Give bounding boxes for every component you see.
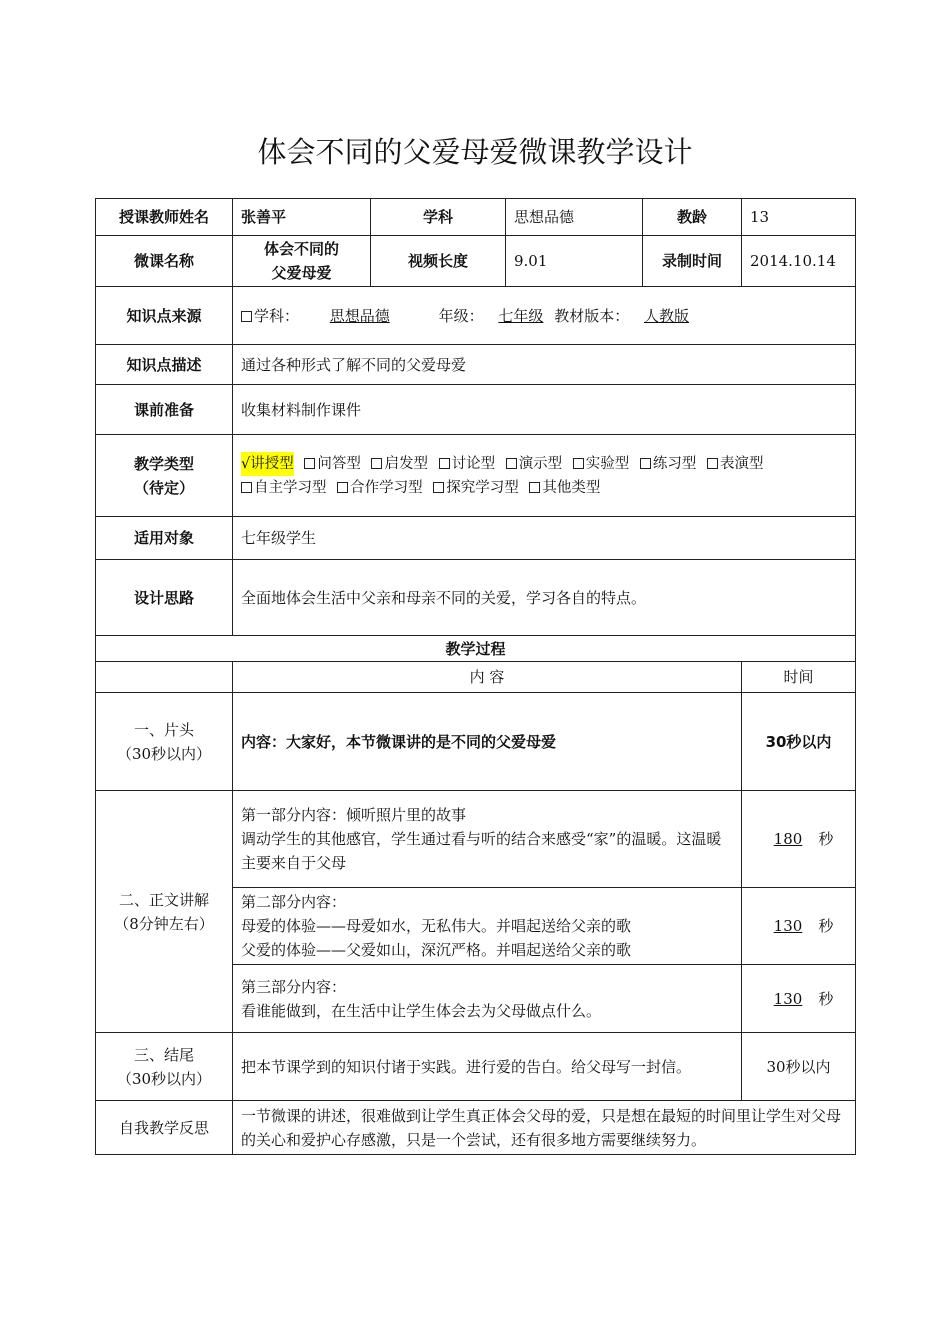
reflection-label: 自我教学反思 [96,1101,233,1155]
teaching-type-option [439,452,496,476]
teaching-type-option-label: 讨论型 [451,455,496,472]
checkbox-icon [707,458,718,469]
main-part-2-time-unit: 秒 [818,917,834,935]
teaching-type-label-main: 教学类型 [133,454,194,473]
source-value [233,287,856,345]
source-edition-prefix: 教材版本： [554,306,630,325]
main-part-2-line: 第二部分内容： [241,893,347,911]
row-teacher [96,199,856,236]
main-title: 二、正文讲解 [118,890,209,909]
teaching-type-option [433,476,519,500]
source-grade-prefix: 年级： [438,306,484,325]
checkbox-icon [439,458,450,469]
ending-time: 30秒以内 [742,1033,856,1101]
main-name [96,791,233,1033]
checkbox-icon [506,458,517,469]
row-process-columns [96,662,856,693]
ending-title: 三、结尾 [133,1045,194,1064]
preparation-label: 课前准备 [96,385,233,435]
row-audience [96,517,856,560]
checkbox-icon [640,458,651,469]
page-title: 体会不同的父爱母爱微课教学设计 [257,135,693,169]
teaching-type-option [371,452,428,476]
source-grade-value: 七年级 [498,306,544,325]
record-label: 录制时间 [643,236,742,287]
reflection-value: 一节微课的讲述，很难做到让学生真正体会父母的爱，只是想在最短的时间里让学生对父母的关心和爱护心存感激，只是一个尝试，还有很多地方需要继续努力。 [233,1101,856,1155]
main-part-3-time-unit: 秒 [818,989,834,1008]
opening-title: 一、片头 [133,720,194,739]
row-opening [96,693,856,791]
opening-content: 内容：大家好，本节微课讲的是不同的父爱母爱 [233,693,742,791]
teaching-type-option [640,452,697,476]
row-main-part-1 [96,791,856,888]
opening-time: 30秒以内 [742,693,856,791]
length-label: 视频长度 [371,236,506,287]
checkbox-icon [433,482,444,493]
ending-name [96,1033,233,1101]
teaching-type-option-label: 表演型 [720,455,764,472]
row-teaching-type [96,435,856,517]
lesson-design-table [95,198,856,1155]
subject-label: 学科 [371,199,506,236]
checkbox-icon [529,482,540,493]
row-reflection [96,1101,856,1155]
main-part-1-line: 第一部分内容：倾听照片里的故事 [241,806,467,824]
ending-content: 把本节课学到的知识付诸于实践。进行爱的告白。给父母写一封信。 [233,1033,742,1101]
length-value: 9.01 [506,236,643,287]
main-part-3-line: 第三部分内容： [241,977,347,996]
main-part-3-time-value: 130 [773,989,803,1008]
main-part-2-line: 父爱的体验——父爱如山，深沉严格。并唱起送给父亲的歌 [241,941,632,959]
main-part-2-time [742,888,856,965]
process-col-time: 时间 [742,662,856,693]
teaching-type-option-label: 其他类型 [542,479,601,496]
main-part-2-content [233,888,742,965]
teacher-label: 授课教师姓名 [96,199,233,236]
audience-label: 适用对象 [96,517,233,560]
course-label: 微课名称 [96,236,233,287]
main-part-1-time [742,791,856,888]
main-part-1-time-value: 180 [773,830,803,848]
description-label: 知识点描述 [96,345,233,385]
teaching-type-option [529,476,600,500]
main-part-3-content [233,965,742,1033]
subject-value: 思想品德 [506,199,643,236]
teaching-type-option [707,452,764,476]
checkbox-icon [337,482,348,493]
row-process-header [96,636,856,662]
teaching-type-option-label: 演示型 [518,455,563,472]
teaching-type-option-label: 探究学习型 [446,479,519,496]
design-label: 设计思路 [96,560,233,636]
teaching-type-option [241,476,327,500]
record-value: 2014.10.14 [742,236,856,287]
main-part-3-line: 看谁能做到，在生活中让学生体会去为父母做点什么。 [241,1001,602,1020]
source-label: 知识点来源 [96,287,233,345]
audience-value: 七年级学生 [233,517,856,560]
checkbox-icon [304,458,315,469]
years-value: 13 [742,199,856,236]
teaching-type-option [304,452,361,476]
main-part-2-line: 母爱的体验——母爱如水，无私伟大。并唱起送给父亲的歌 [241,917,632,935]
main-part-1-time-unit: 秒 [818,830,834,848]
teaching-type-option-label: 实验型 [585,455,630,472]
teaching-type-option-label: 问答型 [317,455,361,472]
design-value: 全面地体会生活中父亲和母亲不同的关爱，学习各自的特点。 [233,560,856,636]
process-col-blank [96,662,233,693]
opening-name [96,693,233,791]
teaching-type-option-label: 练习型 [652,455,697,472]
teacher-value: 张善平 [233,199,371,236]
checkbox-icon [573,458,584,469]
source-edition-value: 人教版 [643,306,689,325]
main-part-2-time-value: 130 [773,917,803,935]
main-part-1-content [233,791,742,888]
row-ending [96,1033,856,1101]
course-line-2: 父爱母爱 [271,264,332,282]
row-source [96,287,856,345]
checkbox-icon [241,482,252,493]
course-line-1: 体会不同的 [263,240,339,258]
row-preparation [96,385,856,435]
row-design [96,560,856,636]
years-label: 教龄 [643,199,742,236]
row-description [96,345,856,385]
course-value [233,236,371,287]
preparation-value: 收集材料制作课件 [233,385,856,435]
description-value: 通过各种形式了解不同的父爱母爱 [233,345,856,385]
teaching-type-option [337,476,423,500]
main-part-1-line: 调动学生的其他感官，学生通过看与听的结合来感受“家”的温暖。这温暖主要来自于父母 [241,830,722,872]
ending-duration: （30秒以内） [116,1069,212,1088]
teaching-type-option-label: 自主学习型 [254,479,327,496]
opening-duration: （30秒以内） [116,744,212,763]
teaching-type-label [96,435,233,517]
teaching-type-option-label: 启发型 [384,455,428,472]
teaching-type-selected: √讲授型 [241,452,294,476]
main-part-3-time [742,965,856,1033]
main-duration: （8分钟左右） [114,914,214,933]
source-subject-value: 思想品德 [329,306,390,325]
checkbox-icon [241,311,252,322]
teaching-type-option-label: 合作学习型 [350,479,423,496]
teaching-type-label-sub: （待定） [133,478,194,497]
teaching-type-option [506,452,563,476]
row-course [96,236,856,287]
checkbox-icon [371,458,382,469]
process-col-content: 内 容 [233,662,742,693]
teaching-type-options [233,435,856,517]
teaching-type-option [573,452,630,476]
source-subject-prefix: 学科： [254,306,300,325]
process-header: 教学过程 [96,636,856,662]
